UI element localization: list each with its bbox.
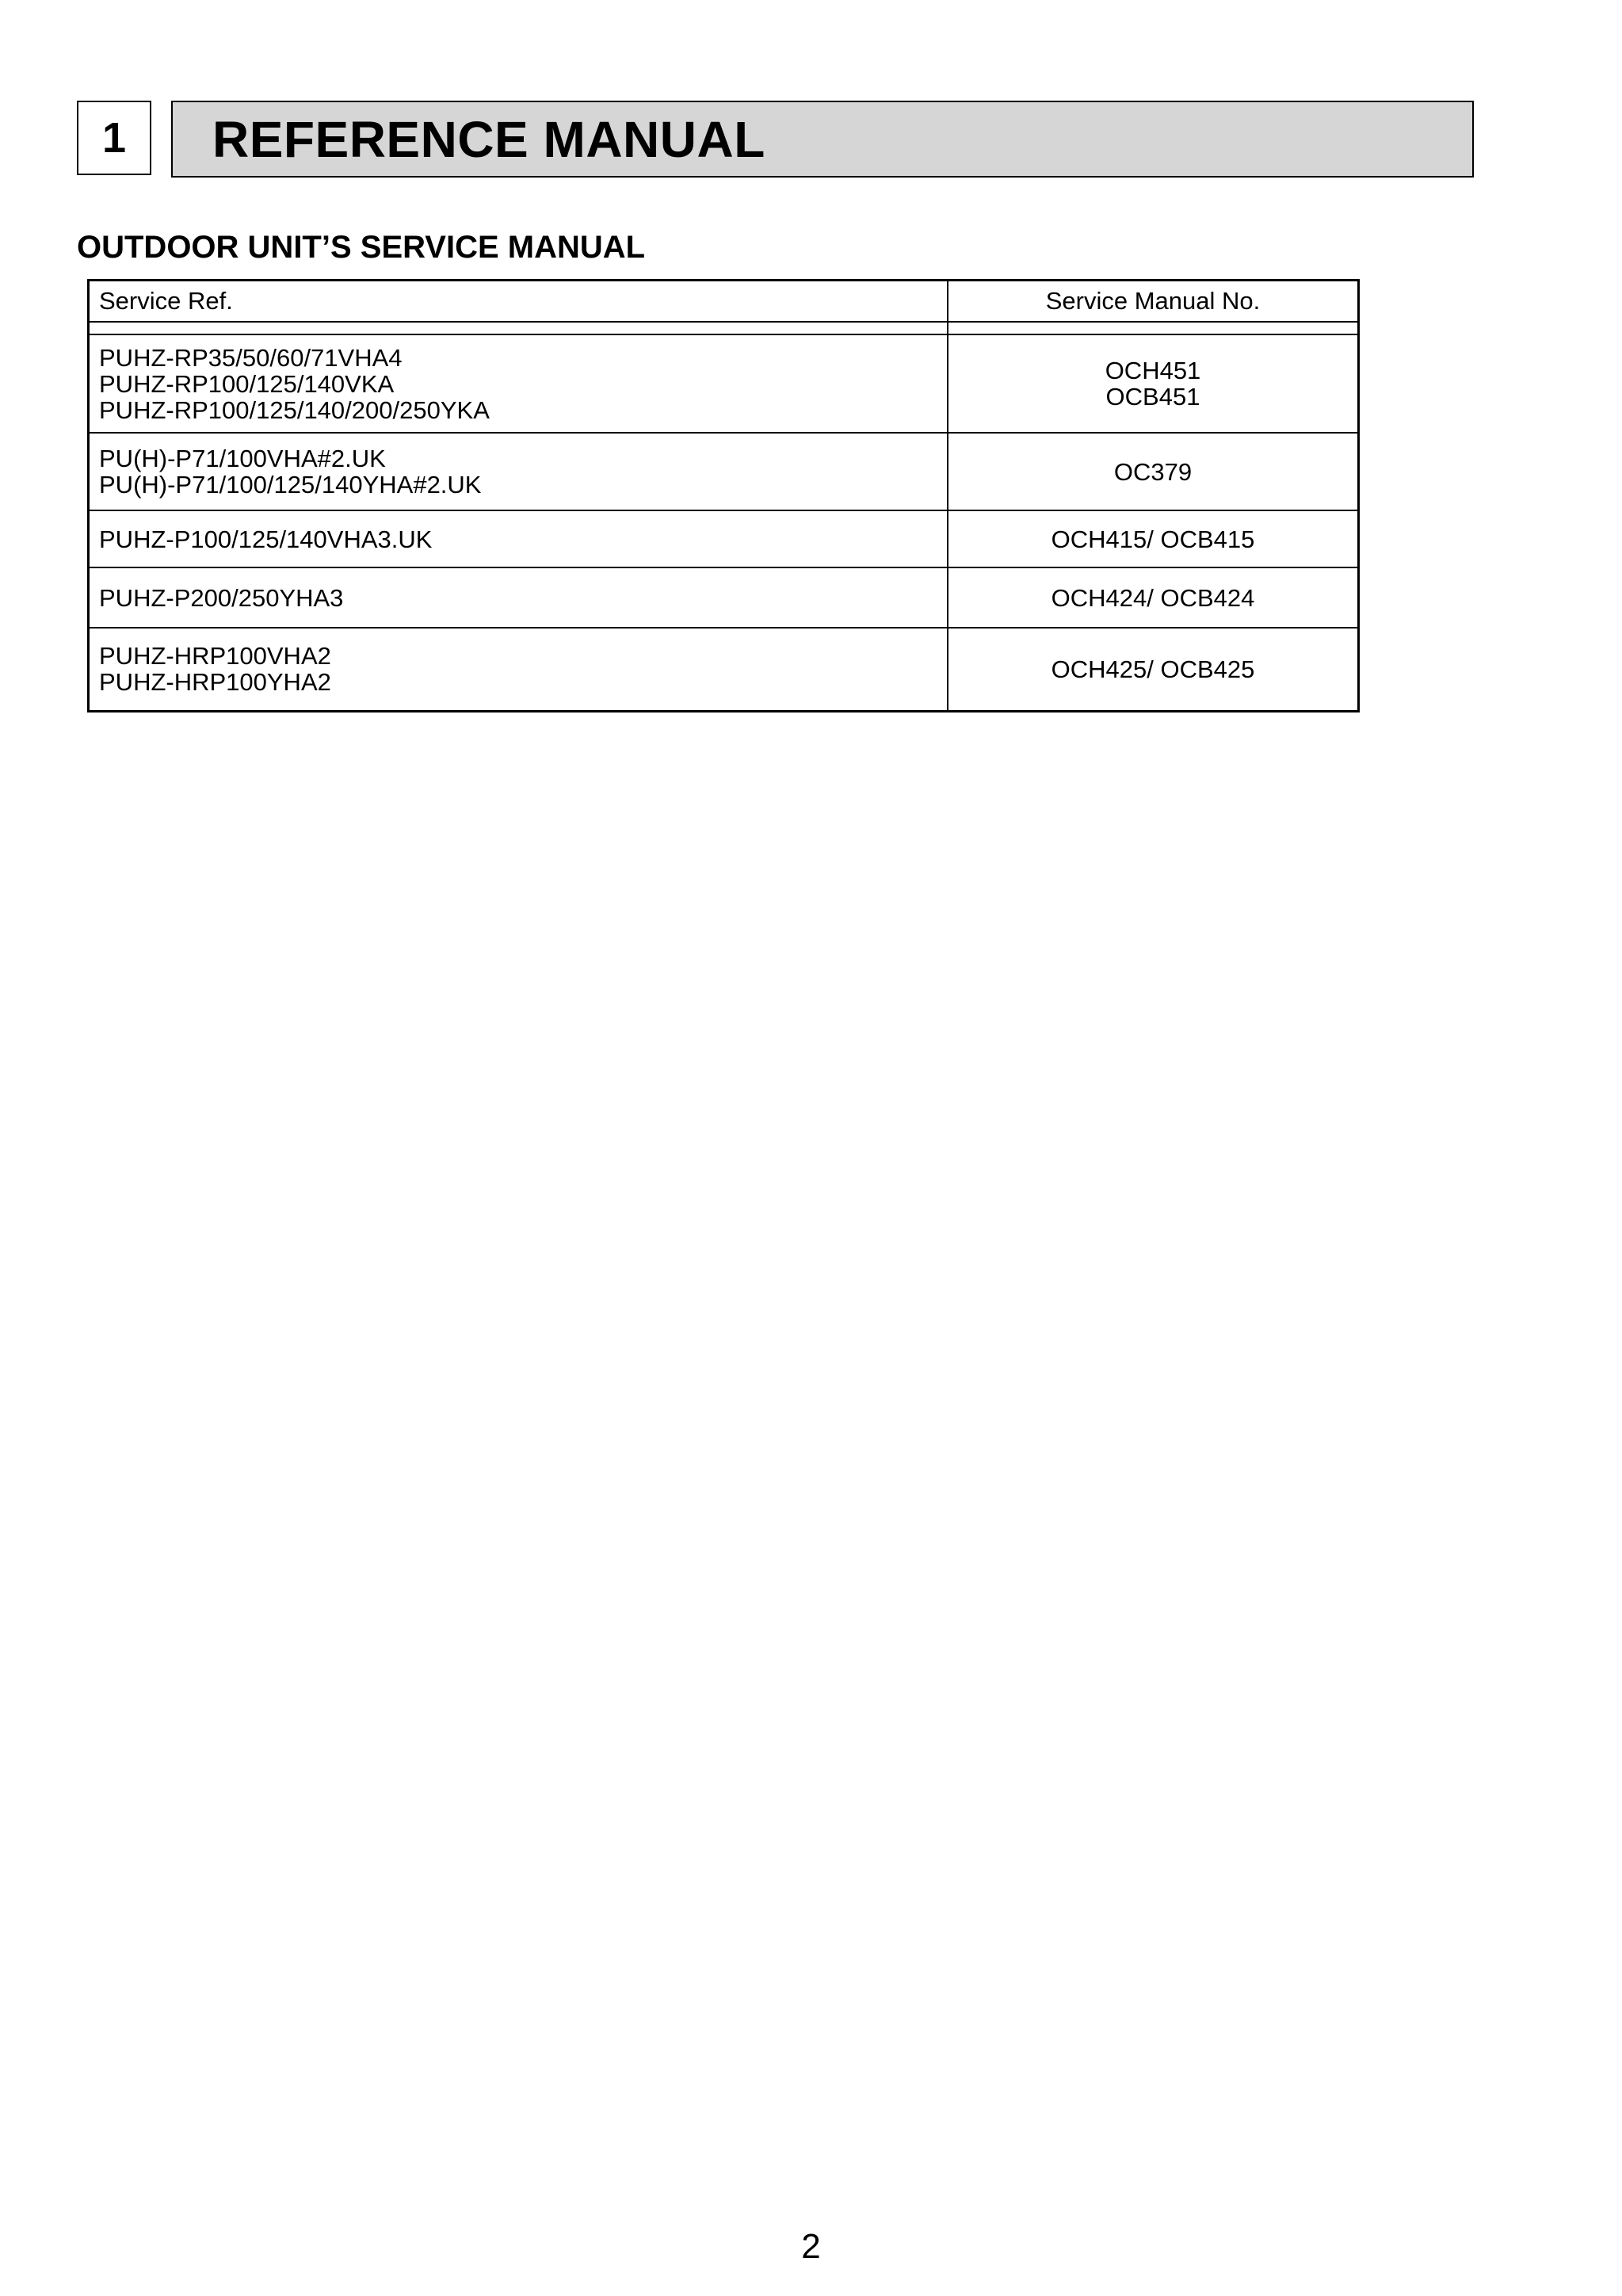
spacer-cell — [89, 322, 948, 334]
table-row — [89, 567, 1359, 628]
table-row — [89, 510, 1359, 567]
manual-no-line: OCH451 — [1105, 357, 1201, 384]
manual-no-cell — [948, 433, 1359, 510]
service-ref-line: PUHZ-RP100/125/140/200/250YKA — [99, 395, 490, 424]
table-header-row — [89, 281, 1359, 323]
column-header-manual-no: Service Manual No. — [948, 281, 1359, 323]
service-manual-table — [87, 279, 1360, 712]
table-spacer-row — [89, 322, 1359, 334]
service-ref-line: PU(H)-P71/100VHA#2.UK — [99, 445, 386, 472]
service-ref-line: PUHZ-HRP100YHA2 — [99, 668, 331, 697]
service-ref-line: PUHZ-P100/125/140VHA3.UK — [99, 525, 433, 553]
service-ref-line: PUHZ-P200/250YHA3 — [99, 583, 344, 612]
section-title-bar — [171, 101, 1474, 178]
service-ref-cell — [89, 433, 948, 510]
page-number: 2 — [801, 2227, 821, 2266]
manual-no-line: OCH425/ OCB425 — [1051, 655, 1255, 683]
manual-no-cell — [948, 510, 1359, 567]
section-number: 1 — [77, 101, 151, 175]
service-ref-line: PUHZ-RP100/125/140VKA — [99, 369, 395, 398]
table-row — [89, 433, 1359, 510]
service-ref-cell — [89, 510, 948, 567]
column-header-service-ref: Service Ref. — [89, 281, 948, 323]
service-ref-cell — [89, 628, 948, 711]
table-row — [89, 628, 1359, 711]
service-ref-cell — [89, 567, 948, 628]
manual-no-cell — [948, 628, 1359, 711]
table-row — [89, 334, 1359, 433]
manual-no-line: OCH415/ OCB415 — [1051, 525, 1255, 553]
manual-no-cell — [948, 334, 1359, 433]
section-title: REFERENCE MANUAL — [212, 110, 765, 168]
service-ref-line: PUHZ-HRP100VHA2 — [99, 642, 331, 670]
manual-no-line: OC379 — [1113, 457, 1193, 486]
spacer-cell — [948, 322, 1359, 334]
manual-no-line: OCH424/ OCB424 — [1051, 583, 1255, 612]
service-ref-cell — [89, 334, 948, 433]
manual-no-cell — [948, 567, 1359, 628]
service-ref-line: PU(H)-P71/100/125/140YHA#2.UK — [99, 471, 482, 499]
manual-no-line: OCB451 — [1105, 383, 1200, 411]
service-ref-line: PUHZ-RP35/50/60/71VHA4 — [99, 343, 403, 372]
subheading: OUTDOOR UNIT’S SERVICE MANUAL — [77, 230, 646, 265]
